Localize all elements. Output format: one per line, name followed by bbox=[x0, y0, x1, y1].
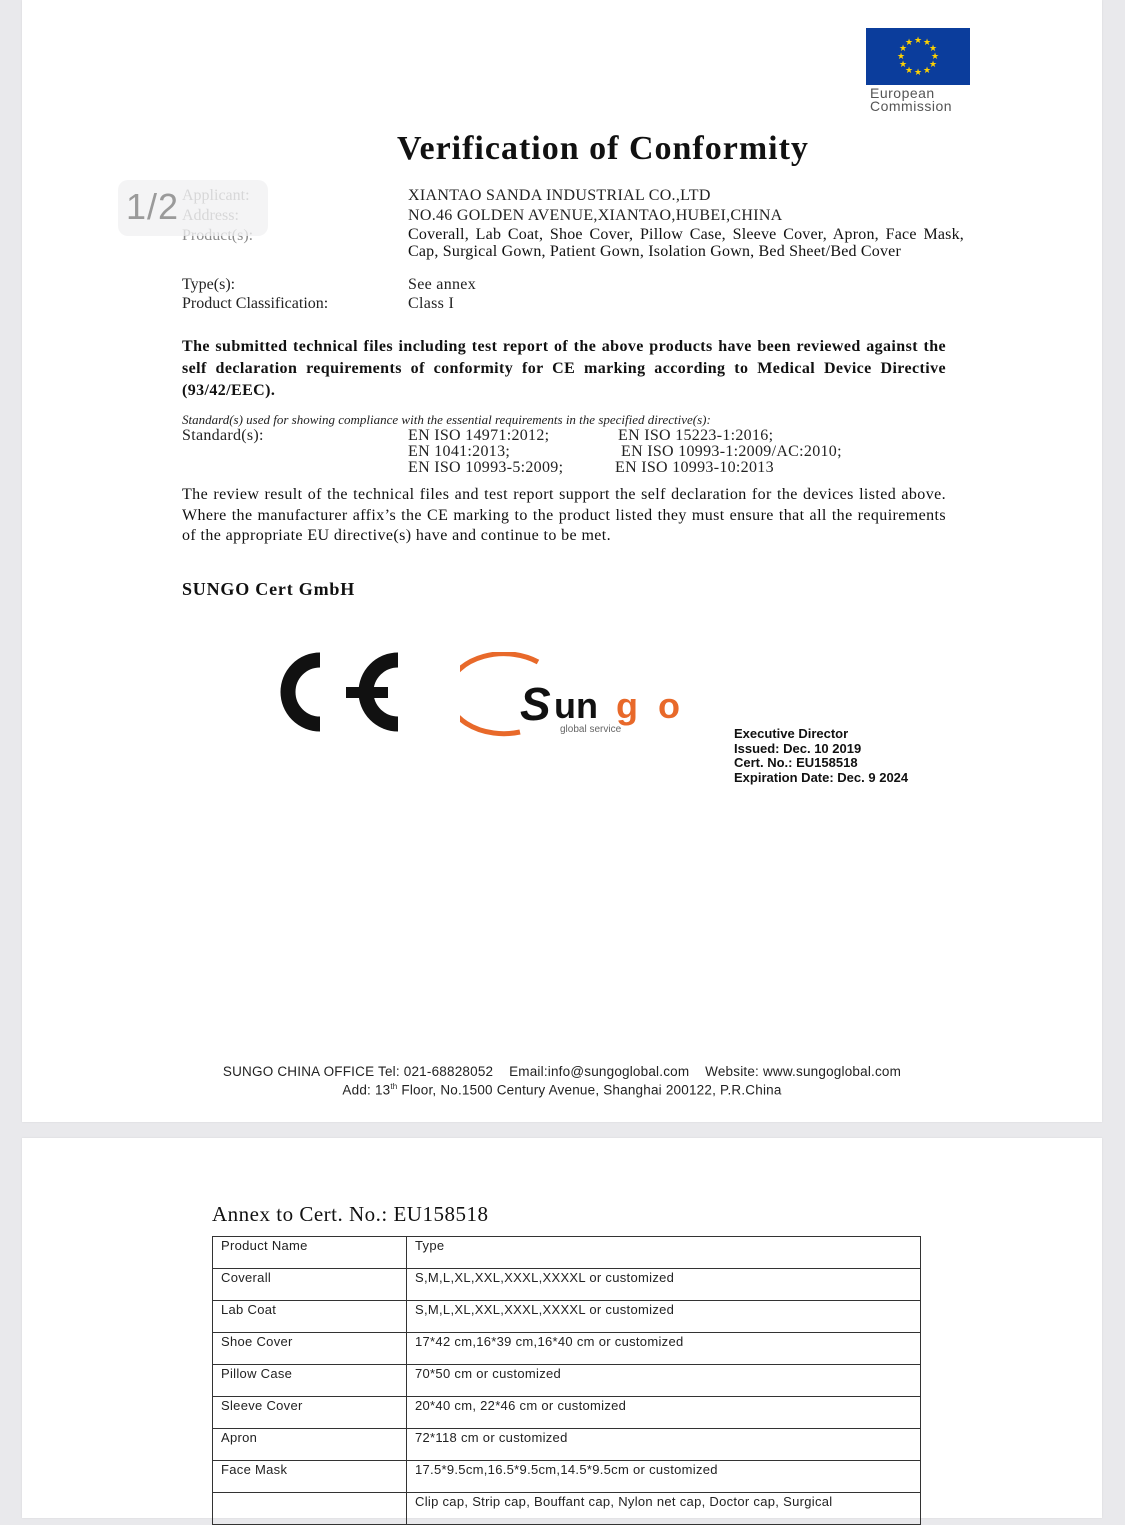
type-cell: 70*50 cm or customized bbox=[407, 1365, 921, 1397]
annex-table bbox=[212, 1236, 921, 1525]
standard-item: EN ISO 10993-1:2009/AC:2010; bbox=[621, 443, 842, 460]
svg-text:★: ★ bbox=[922, 38, 932, 48]
svg-text:o: o bbox=[658, 685, 680, 726]
svg-text:★: ★ bbox=[913, 36, 923, 46]
applicant-value: XIANTAO SANDA INDUSTRIAL CO.,LTD bbox=[408, 187, 711, 204]
table-row bbox=[213, 1493, 921, 1525]
svg-text:★: ★ bbox=[904, 38, 914, 48]
svg-text:★: ★ bbox=[928, 60, 938, 70]
sungo-logo bbox=[460, 652, 700, 742]
svg-text:★: ★ bbox=[922, 66, 932, 76]
classification-value: Class I bbox=[408, 295, 455, 312]
document-title: Verification of Conformity bbox=[397, 130, 809, 167]
footer-contact-line bbox=[22, 1064, 1102, 1079]
svg-text:un: un bbox=[554, 685, 598, 726]
svg-text:g: g bbox=[616, 685, 638, 726]
product-name-cell bbox=[213, 1493, 407, 1525]
footer-address-prefix: Add: 13 bbox=[342, 1082, 391, 1098]
cert-number: Cert. No.: EU158518 bbox=[734, 755, 858, 770]
product-name-cell: Shoe Cover bbox=[213, 1333, 407, 1365]
type-cell: Clip cap, Strip cap, Bouffant cap, Nylon net cap, Doctor cap, Surgical bbox=[407, 1493, 921, 1525]
header-product-name: Product Name bbox=[213, 1237, 407, 1269]
product-name-cell: Lab Coat bbox=[213, 1301, 407, 1333]
certificate-page-1 bbox=[22, 0, 1102, 1122]
executive-signature-block bbox=[734, 727, 908, 785]
review-paragraph: The review result of the technical files and test report support the self declaration for the devices listed above. Where the manufacturer affix’s the CE marking to the product listed they must ensure that all the requirements of the appropriate EU directive(s) have and continue to be met. bbox=[182, 486, 946, 544]
table-row bbox=[213, 1333, 921, 1365]
type-cell: S,M,L,XL,XXL,XXXL,XXXXL or customized bbox=[407, 1269, 921, 1301]
footer-email: Email:info@sungoglobal.com bbox=[509, 1064, 690, 1079]
type-cell: 20*40 cm, 22*46 cm or customized bbox=[407, 1397, 921, 1429]
standard-item: EN ISO 14971:2012; bbox=[408, 427, 550, 444]
product-name-cell: Pillow Case bbox=[213, 1365, 407, 1397]
expiration-date: Expiration Date: Dec. 9 2024 bbox=[734, 769, 909, 785]
type-cell: S,M,L,XL,XXL,XXXL,XXXXL or customized bbox=[407, 1301, 921, 1333]
address-value: NO.46 GOLDEN AVENUE,XIANTAO,HUBEI,CHINA bbox=[408, 207, 783, 224]
standard-item: EN 1041:2013; bbox=[408, 443, 511, 460]
eu-stars-icon bbox=[866, 28, 970, 85]
product-name-cell: Apron bbox=[213, 1429, 407, 1461]
type-cell: 17*42 cm,16*39 cm,16*40 cm or customized bbox=[407, 1333, 921, 1365]
type-cell: 72*118 cm or customized bbox=[407, 1429, 921, 1461]
products-value: Coverall, Lab Coat, Shoe Cover, Pillow Case, Sleeve Cover, Apron, Face Mask, Cap, Surgical Gown, Patient Gown, Isolation Gown, Bed Sheet/Bed Cover bbox=[408, 226, 964, 260]
footer-tel: Tel: 021-68828052 bbox=[378, 1064, 494, 1079]
eu-commission-caption bbox=[870, 87, 990, 113]
executive-role: Executive Director bbox=[734, 726, 849, 741]
eu-caption-line1: European bbox=[870, 85, 935, 101]
ce-mark-logo bbox=[260, 650, 400, 734]
classification-label: Product Classification: bbox=[182, 295, 329, 312]
standards-note: Standard(s) used for showing compliance with the essential requirements in the specified directive(s): bbox=[182, 412, 711, 427]
sungo-tagline: global service bbox=[560, 724, 622, 735]
issued-date: Issued: Dec. 10 2019 bbox=[734, 740, 862, 756]
type-cell: 17.5*9.5cm,16.5*9.5cm,14.5*9.5cm or customized bbox=[407, 1461, 921, 1493]
footer-address-line bbox=[22, 1079, 1102, 1098]
table-row bbox=[213, 1269, 921, 1301]
page-footer bbox=[22, 1064, 1102, 1098]
standard-item: EN ISO 10993-10:2013 bbox=[615, 459, 774, 476]
product-name-cell: Face Mask bbox=[213, 1461, 407, 1493]
table-row bbox=[213, 1365, 921, 1397]
annex-title: Annex to Cert. No.: EU158518 bbox=[212, 1202, 489, 1226]
eu-caption-line2: Commission bbox=[870, 98, 953, 114]
standard-item: EN ISO 10993-5:2009; bbox=[408, 459, 564, 476]
footer-website: Website: www.sungoglobal.com bbox=[705, 1064, 902, 1079]
svg-text:★: ★ bbox=[928, 44, 938, 54]
page-indicator-badge bbox=[118, 180, 268, 236]
svg-text:★: ★ bbox=[896, 52, 906, 62]
table-row bbox=[213, 1461, 921, 1493]
header-type: Type bbox=[407, 1237, 921, 1269]
types-label: Type(s): bbox=[182, 276, 236, 293]
svg-text:★: ★ bbox=[913, 68, 923, 78]
product-name-cell: Coverall bbox=[213, 1269, 407, 1301]
svg-text:★: ★ bbox=[904, 66, 914, 76]
certificate-page-2-annex bbox=[22, 1138, 1102, 1518]
footer-office: SUNGO CHINA OFFICE bbox=[222, 1064, 375, 1079]
conformity-statement: The submitted technical files including test report of the above products have been reviewed against the self declaration requirements of conformity for CE marking according to Medical Device Directive (93/42/EEC). bbox=[182, 338, 946, 399]
svg-text:★: ★ bbox=[898, 44, 908, 54]
product-name-cell: Sleeve Cover bbox=[213, 1397, 407, 1429]
eu-flag-logo bbox=[866, 28, 970, 85]
page-indicator-text: 1/2 bbox=[126, 186, 180, 227]
svg-text:★: ★ bbox=[930, 52, 940, 62]
types-value: See annex bbox=[408, 276, 477, 293]
footer-address-rest: Floor, No.1500 Century Avenue, Shanghai 200122, P.R.China bbox=[397, 1082, 782, 1098]
issuer-name: SUNGO Cert GmbH bbox=[182, 579, 355, 599]
table-row bbox=[213, 1397, 921, 1429]
footer-address-sup: th bbox=[390, 1082, 398, 1091]
table-row bbox=[213, 1429, 921, 1461]
standards-label: Standard(s): bbox=[182, 427, 264, 444]
standard-item: EN ISO 15223-1:2016; bbox=[618, 427, 774, 444]
svg-text:★: ★ bbox=[898, 60, 908, 70]
svg-text:S: S bbox=[520, 678, 551, 730]
table-header-row bbox=[213, 1237, 921, 1269]
table-row bbox=[213, 1301, 921, 1333]
